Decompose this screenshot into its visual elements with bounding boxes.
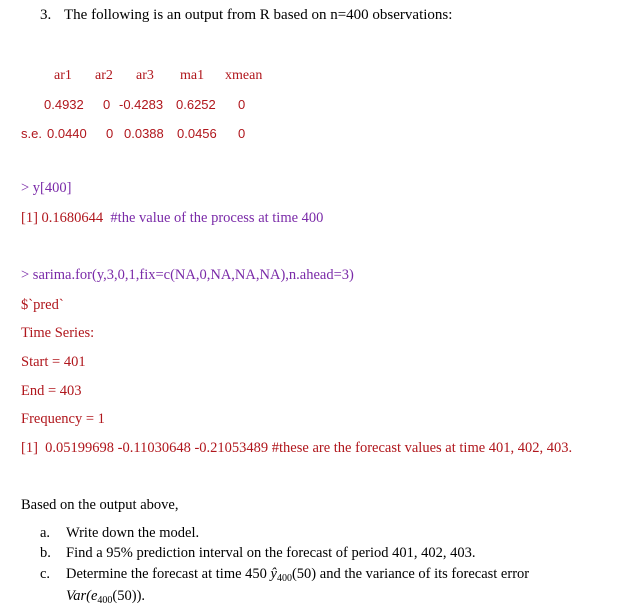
- instruction-a: [40, 525, 199, 542]
- header-xmean: xmean: [225, 68, 263, 83]
- instruction-c: [40, 566, 529, 584]
- item-letter: b.: [40, 545, 51, 561]
- item-letter: c.: [40, 566, 51, 582]
- ts-start: Start = 401: [21, 354, 86, 370]
- coef-xmean: 0: [238, 97, 246, 112]
- forecast-output: [21, 440, 572, 457]
- console-output-y400: [21, 210, 323, 227]
- header-ar3: ar3: [136, 68, 154, 83]
- coef-ma1: 0.6252: [176, 97, 216, 112]
- se-ar2: 0: [106, 126, 114, 141]
- se-ar1: 0.0440: [47, 126, 87, 141]
- coef-ar2: 0: [103, 97, 111, 112]
- output-value: [1] 0.1680644: [21, 210, 104, 226]
- coef-ar3: -0.4283: [119, 97, 164, 112]
- se-xmean: 0: [238, 126, 246, 141]
- output-comment: #the value of the process at time 400: [110, 210, 324, 226]
- item-text: Find a 95% prediction interval on the forecast of period 401, 402, 403.: [66, 545, 476, 561]
- math-arg: (50): [291, 566, 317, 582]
- ts-end: End = 403: [21, 383, 82, 399]
- se-ma1: 0.0456: [177, 126, 217, 141]
- math-yhat: ŷ: [270, 566, 277, 582]
- se-ar3: 0.0388: [124, 126, 164, 141]
- se-label: s.e.: [21, 126, 42, 141]
- math-var: Var(e: [66, 588, 98, 604]
- console-prompt-sarima: > sarima.for(y,3,0,1,fix=c(NA,0,NA,NA,NA),n.ahead=3): [21, 267, 354, 283]
- ts-frequency: Frequency = 1: [21, 411, 105, 427]
- item-text: Write down the model.: [66, 525, 200, 541]
- se-values-row: [0, 126, 641, 144]
- forecast-comment: #these are the forecast values at time 401, 402, 403.: [271, 440, 573, 456]
- variance-expression: [66, 588, 145, 604]
- instruction-c-cont: [66, 588, 145, 606]
- item-text: Determine the forecast at time 450: [66, 566, 267, 582]
- question-text: The following is an output from R based on n=400 observations:: [64, 7, 453, 23]
- instructions-intro: Based on the output above,: [21, 497, 179, 513]
- pred-label: $`pred`: [21, 297, 64, 313]
- math-arg: (50)).: [112, 588, 146, 604]
- question-heading: [40, 7, 452, 24]
- question-number: 3.: [40, 7, 52, 23]
- header-ar2: ar2: [95, 68, 113, 83]
- item-letter: a.: [40, 525, 51, 541]
- prompt-text: > y[400]: [21, 180, 72, 196]
- ts-label: Time Series:: [21, 325, 95, 341]
- forecast-symbol: [271, 566, 317, 582]
- console-prompt-y400: [21, 180, 71, 197]
- instruction-b: [40, 545, 476, 562]
- header-ar1: ar1: [54, 68, 72, 83]
- coef-ar1: 0.4932: [44, 97, 84, 112]
- item-text-2: and the variance of its forecast error: [319, 566, 530, 582]
- forecast-values: [1] 0.05199698 -0.11030648 -0.21053489: [21, 440, 269, 456]
- coef-header-row: [0, 68, 641, 86]
- math-sub: 400: [276, 573, 292, 584]
- coef-values-row: [0, 97, 641, 115]
- header-ma1: ma1: [180, 68, 205, 83]
- math-sub: 400: [97, 595, 113, 606]
